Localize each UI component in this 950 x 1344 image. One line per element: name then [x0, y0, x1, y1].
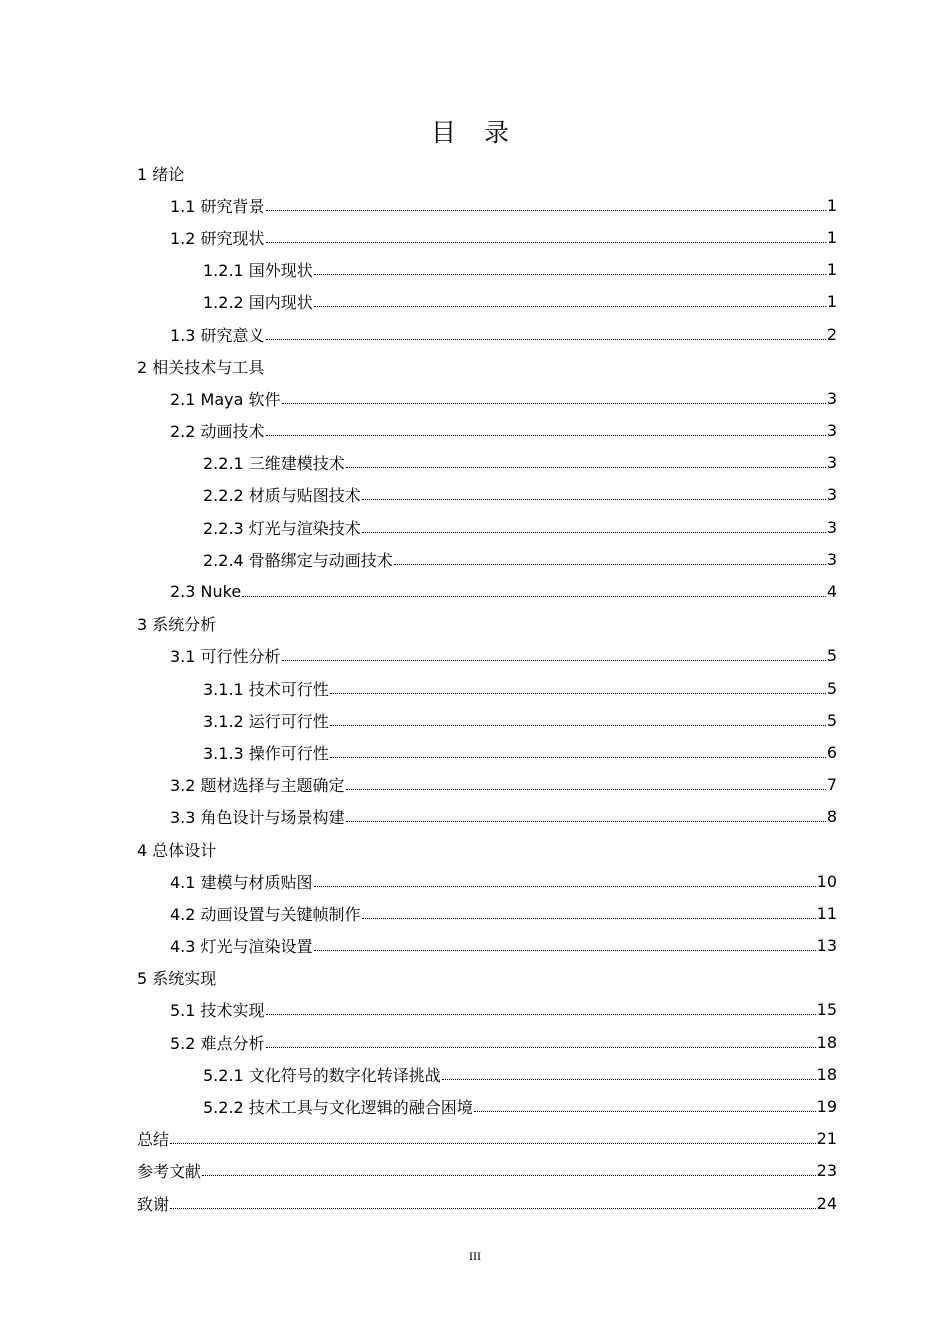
toc-entry	[137, 1090, 837, 1122]
toc-entry	[137, 511, 837, 543]
toc-dot-leader	[202, 1175, 816, 1176]
toc-entry-label: 参考文献	[137, 1162, 202, 1182]
toc-entry	[137, 769, 837, 801]
toc-dot-leader	[346, 467, 826, 468]
toc-dot-leader	[346, 821, 826, 822]
toc-entry-page: 4	[826, 582, 837, 602]
toc-entry-page: 13	[816, 936, 837, 956]
toc-entry	[137, 382, 837, 414]
toc-dot-leader	[266, 339, 826, 340]
toc-entry	[137, 157, 837, 189]
toc-entry-label: 3.1.2 运行可行性	[203, 711, 329, 731]
toc-entry	[137, 736, 837, 768]
toc-entry-page: 11	[816, 903, 837, 923]
table-of-contents	[137, 157, 837, 1219]
toc-entry-label: 致谢	[137, 1194, 170, 1214]
toc-entry-label: 3.1.3 操作可行性	[203, 743, 329, 763]
toc-entry-label: 5.2.2 技术工具与文化逻辑的融合困境	[203, 1098, 473, 1118]
toc-entry-label: 5.1 技术实现	[170, 1001, 265, 1021]
toc-entry-page: 15	[816, 1000, 837, 1020]
toc-dot-leader	[170, 1208, 816, 1209]
toc-entry	[137, 930, 837, 962]
toc-entry	[137, 318, 837, 350]
toc-dot-leader	[330, 757, 826, 758]
toc-entry-label: 2.2.4 骨骼绑定与动画技术	[203, 550, 393, 570]
toc-dot-leader	[170, 1143, 816, 1144]
toc-entry-label: 4.3 灯光与渲染设置	[170, 937, 313, 957]
toc-entry-label: 总结	[137, 1130, 170, 1150]
toc-entry-label: 5.2 难点分析	[170, 1033, 265, 1053]
toc-entry-page: 3	[826, 421, 837, 441]
toc-entry	[137, 189, 837, 221]
toc-entry-label: 4.2 动画设置与关键帧制作	[170, 904, 361, 924]
toc-entry-page: 7	[826, 775, 837, 795]
toc-entry-page: 5	[826, 646, 837, 666]
toc-entry-label: 2 相关技术与工具	[137, 357, 265, 377]
toc-entry-label: 2.1 Maya 软件	[170, 389, 281, 409]
toc-entry-page: 18	[816, 1032, 837, 1052]
toc-dot-leader	[362, 918, 816, 919]
toc-entry	[137, 350, 837, 382]
toc-entry	[137, 672, 837, 704]
toc-entry-label: 1.3 研究意义	[170, 325, 265, 345]
toc-dot-leader	[362, 499, 826, 500]
toc-entry-label: 2.2 动画技术	[170, 422, 265, 442]
toc-dot-leader	[266, 1014, 816, 1015]
toc-entry-label: 1.2.1 国外现状	[203, 261, 313, 281]
toc-dot-leader	[362, 532, 826, 533]
toc-entry	[137, 1155, 837, 1187]
toc-entry	[137, 447, 837, 479]
toc-entry	[137, 415, 837, 447]
toc-entry-page: 23	[816, 1161, 837, 1181]
toc-dot-leader	[314, 950, 816, 951]
toc-entry-label: 2.2.2 材质与贴图技术	[203, 486, 361, 506]
toc-entry-page: 10	[816, 871, 837, 891]
toc-dot-leader	[266, 242, 826, 243]
toc-entry-label: 3.3 角色设计与场景构建	[170, 808, 345, 828]
toc-entry-page: 1	[826, 195, 837, 215]
toc-entry	[137, 1123, 837, 1155]
toc-entry	[137, 640, 837, 672]
toc-dot-leader	[266, 210, 826, 211]
toc-dot-leader	[282, 660, 826, 661]
toc-dot-leader	[314, 886, 816, 887]
toc-entry-label: 1 绪论	[137, 164, 185, 184]
toc-entry-page: 3	[826, 485, 837, 505]
toc-dot-leader	[442, 1079, 816, 1080]
toc-dot-leader	[330, 693, 826, 694]
toc-entry-page: 18	[816, 1064, 837, 1084]
toc-dot-leader	[266, 1047, 816, 1048]
toc-entry-label: 2.2.3 灯光与渲染技术	[203, 518, 361, 538]
toc-entry-page: 6	[826, 742, 837, 762]
toc-entry-page: 3	[826, 549, 837, 569]
toc-dot-leader	[394, 564, 826, 565]
toc-dot-leader	[266, 435, 826, 436]
toc-entry	[137, 608, 837, 640]
toc-entry-page: 2	[826, 324, 837, 344]
toc-dot-leader	[346, 789, 826, 790]
toc-entry-label: 1.2.2 国内现状	[203, 293, 313, 313]
toc-entry-label: 3.2 题材选择与主题确定	[170, 776, 345, 796]
toc-entry-label: 2.2.1 三维建模技术	[203, 454, 345, 474]
toc-entry	[137, 994, 837, 1026]
toc-entry	[137, 254, 837, 286]
toc-entry-label: 3.1.1 技术可行性	[203, 679, 329, 699]
toc-dot-leader	[330, 725, 826, 726]
toc-entry	[137, 833, 837, 865]
toc-entry-page: 1	[826, 227, 837, 247]
toc-entry	[137, 286, 837, 318]
toc-dot-leader	[314, 274, 826, 275]
toc-entry	[137, 1026, 837, 1058]
toc-entry	[137, 575, 837, 607]
toc-dot-leader	[242, 596, 826, 597]
toc-entry-page: 1	[826, 292, 837, 312]
toc-entry	[137, 1058, 837, 1090]
toc-entry	[137, 865, 837, 897]
toc-entry-page: 8	[826, 807, 837, 827]
toc-entry	[137, 479, 837, 511]
toc-entry-label: 5 系统实现	[137, 969, 217, 989]
toc-dot-leader	[474, 1111, 816, 1112]
toc-entry-page: 5	[826, 678, 837, 698]
toc-entry-page: 21	[816, 1129, 837, 1149]
toc-entry-label: 1.1 研究背景	[170, 196, 265, 216]
toc-entry-label: 3.1 可行性分析	[170, 647, 281, 667]
toc-entry	[137, 801, 837, 833]
toc-entry	[137, 221, 837, 253]
toc-entry-label: 2.3 Nuke	[170, 582, 242, 602]
toc-entry-label: 1.2 研究现状	[170, 228, 265, 248]
toc-entry-page: 3	[826, 388, 837, 408]
toc-entry-label: 3 系统分析	[137, 615, 217, 635]
toc-entry-page: 24	[816, 1193, 837, 1213]
toc-dot-leader	[282, 403, 826, 404]
toc-entry	[137, 1187, 837, 1219]
toc-entry-page: 5	[826, 710, 837, 730]
toc-entry	[137, 962, 837, 994]
toc-dot-leader	[314, 306, 826, 307]
toc-entry	[137, 704, 837, 736]
page-title: 目 录	[431, 118, 519, 147]
toc-entry-page: 3	[826, 517, 837, 537]
toc-entry-label: 4.1 建模与材质贴图	[170, 872, 313, 892]
toc-entry	[137, 543, 837, 575]
toc-entry-page: 3	[826, 453, 837, 473]
toc-entry-label: 4 总体设计	[137, 840, 217, 860]
page-number: III	[469, 1249, 481, 1263]
toc-entry	[137, 897, 837, 929]
toc-entry-label: 5.2.1 文化符号的数字化转译挑战	[203, 1065, 441, 1085]
toc-entry-page: 1	[826, 260, 837, 280]
toc-entry-page: 19	[816, 1097, 837, 1117]
